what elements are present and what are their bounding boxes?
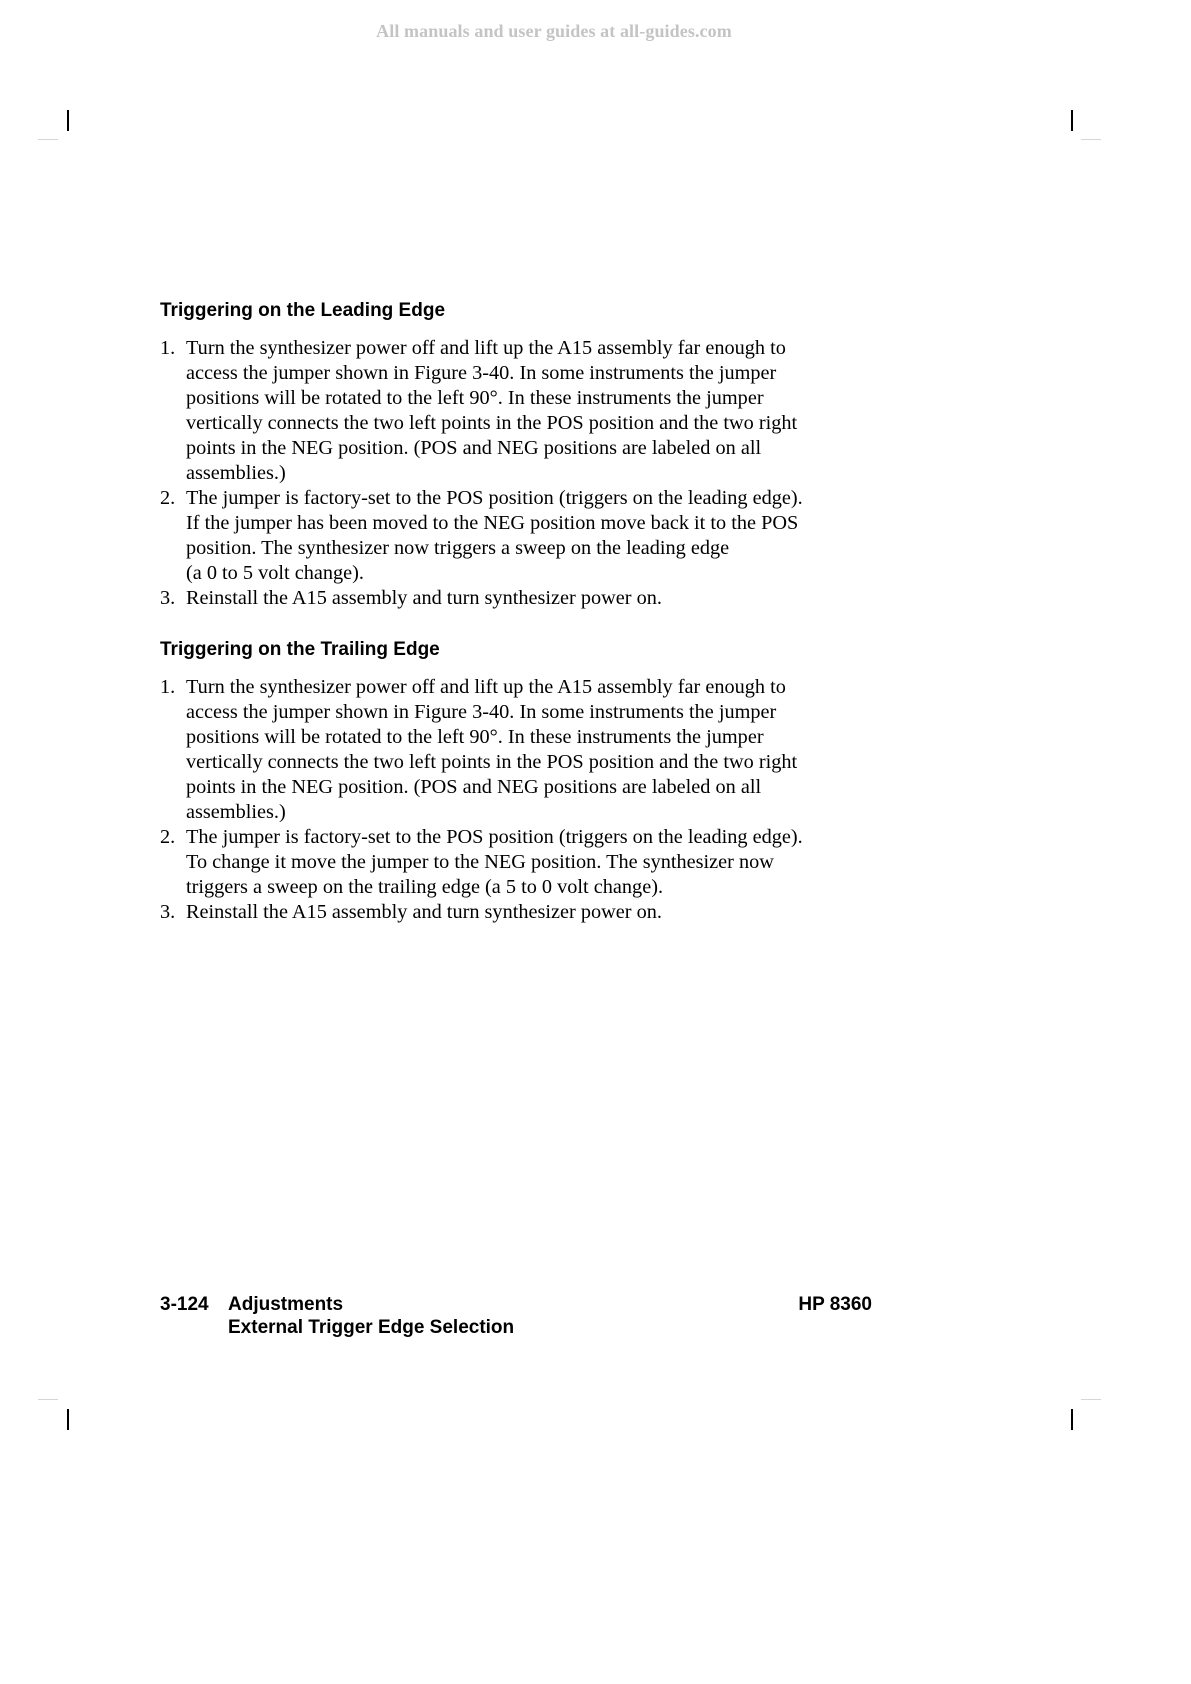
- step-text-line: If the jumper has been moved to the NEG position move back it to the POS: [186, 512, 799, 534]
- procedure-step: [160, 825, 900, 900]
- step-number: 3.: [160, 901, 176, 923]
- step-text-line: position. The synthesizer now triggers a sweep on the leading edge: [186, 537, 730, 559]
- step-text-line: The jumper is factory-set to the POS position (triggers on the leading edge).: [186, 826, 803, 848]
- footer-section: External Trigger Edge Selection: [228, 1317, 515, 1338]
- step-number: 2.: [160, 826, 176, 848]
- step-text-line: points in the NEG position. (POS and NEG positions are labeled on all: [186, 437, 762, 459]
- crop-mark-top-right-tick: [1081, 139, 1101, 140]
- step-text-line: The jumper is factory-set to the POS position (triggers on the leading edge).: [186, 487, 803, 509]
- step-text-line: Reinstall the A15 assembly and turn synthesizer power on.: [186, 901, 662, 923]
- section-heading-trailing-edge: Triggering on the Trailing Edge: [160, 639, 440, 660]
- procedure-step: [160, 486, 900, 586]
- step-text-line: access the jumper shown in Figure 3-40. In some instruments the jumper: [186, 362, 777, 384]
- crop-mark-bottom-left-tick: [38, 1399, 58, 1400]
- footer-page-number: 3-124: [160, 1294, 209, 1315]
- crop-mark-bottom-right: [1071, 1409, 1073, 1430]
- section-heading-leading-edge: Triggering on the Leading Edge: [160, 300, 446, 321]
- step-text-line: positions will be rotated to the left 90°. In these instruments the jumper: [186, 726, 764, 748]
- step-text-line: assemblies.): [186, 801, 286, 823]
- footer-product: HP 8360: [798, 1294, 872, 1315]
- step-text-line: To change it move the jumper to the NEG position. The synthesizer now: [186, 851, 774, 873]
- footer-titles: [228, 1293, 514, 1339]
- step-text-line: Reinstall the A15 assembly and turn synthesizer power on.: [186, 587, 662, 609]
- step-text-line: triggers a sweep on the trailing edge (a 5 to 0 volt change).: [186, 876, 664, 898]
- footer-chapter: Adjustments: [228, 1294, 344, 1315]
- step-number: 2.: [160, 487, 176, 509]
- step-number: 1.: [160, 676, 176, 698]
- step-text-line: (a 0 to 5 volt change).: [186, 562, 364, 584]
- crop-mark-bottom-right-tick: [1081, 1399, 1101, 1400]
- watermark: All manuals and user guides at all-guides.com: [376, 21, 732, 41]
- procedure-step: [160, 336, 900, 486]
- crop-mark-top-left-tick: [38, 139, 58, 140]
- crop-mark-top-right: [1071, 110, 1073, 131]
- step-text-line: vertically connects the two left points in the POS position and the two right: [186, 751, 798, 773]
- step-text-line: positions will be rotated to the left 90°. In these instruments the jumper: [186, 387, 764, 409]
- step-text-line: assemblies.): [186, 462, 286, 484]
- step-number: 3.: [160, 587, 176, 609]
- step-number: 1.: [160, 337, 176, 359]
- procedure-steps-trailing-edge: [160, 675, 900, 925]
- procedure-step: [160, 586, 900, 611]
- step-text-line: vertically connects the two left points in the POS position and the two right: [186, 412, 798, 434]
- step-text-line: points in the NEG position. (POS and NEG positions are labeled on all: [186, 776, 762, 798]
- step-text-line: Turn the synthesizer power off and lift up the A15 assembly far enough to: [186, 676, 786, 698]
- crop-mark-top-left: [67, 110, 69, 131]
- procedure-step: [160, 900, 900, 925]
- step-text-line: access the jumper shown in Figure 3-40. In some instruments the jumper: [186, 701, 777, 723]
- procedure-step: [160, 675, 900, 825]
- step-text-line: Turn the synthesizer power off and lift up the A15 assembly far enough to: [186, 337, 786, 359]
- procedure-steps-leading-edge: [160, 336, 900, 611]
- crop-mark-bottom-left: [67, 1409, 69, 1430]
